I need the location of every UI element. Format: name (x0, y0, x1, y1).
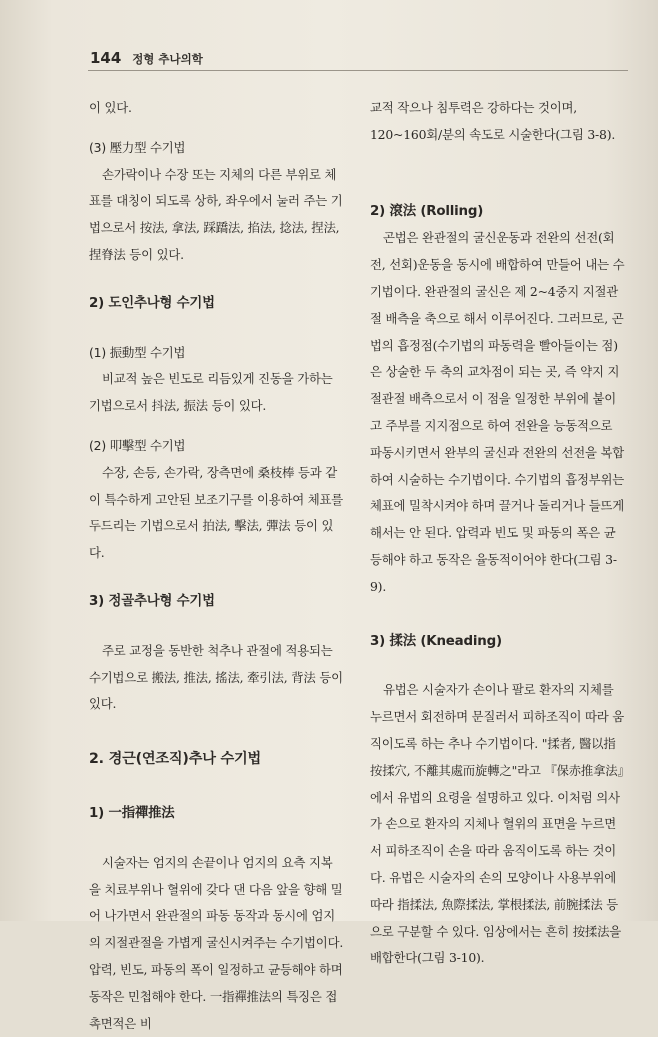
subsection-heading-vibration: (1) 振動型 수기법 (89, 344, 186, 360)
chapter-heading-gyeonggeun: 2. 경근(연조직)추나 수기법 (89, 751, 261, 768)
paragraph-ilji: 시술자는 엄지의 손끝이나 엄지의 요측 지복을 치료부위나 혈위에 갖다 댄 다음 앞을 향해 밀어 나가면서 완관절의 파동 동작과 동시에 엄지의 지절관절을 가볍게 굴신시켜주는 수기법이다. 압력, 빈도, 파동의 폭이 일정하고 균등해야 하며 동작은 민첩해야 한다. 一指禪推法의 특징은 접촉면적은 비 (89, 854, 344, 1031)
page-number: 144 (90, 49, 122, 67)
paragraph-vibration: 비교적 높은 빈도로 리듬있게 진동을 가하는 기법으로서 抖法, 振法 등이 있다. (89, 371, 333, 414)
paragraph-pressure: 손가락이나 수장 또는 지체의 다른 부위로 체표를 대칭이 되도록 상하, 좌우에서 눌러 주는 기법으로서 按法, 拿法, 踩蹻法, 掐法, 捻法, 捏法, 捏脊法 등이 있다. (89, 166, 343, 262)
paragraph-rolling: 곤법은 완관절의 굴신운동과 전완의 선전(회전, 선회)운동을 동시에 배합하여 만들어 내는 수기법이다. 완관절의 굴신은 제 2~4중지 지절관절 배측을 축으로 해서 이루어진다. 그러므로, 곤법의 흡정점(수기법의 파동력을 빨아들이는 점)은 상술한 두 축의 교차점이 되는 곳, 즉 약지 지절관절 배측으로서 이 점을 일정한 부위에 붙이고 주부를 지지점으로 하여 전완을 능동적으로 파동시키면서 완부의 굴신과 전완의 선전을 복합하여 시술하는 수기법이다. 수기법의 흡정부위는 체표에 밀착시켜야 하며 끌거나 돌리거나 들뜨게 해서는 안 된다. 압력과 빈도 및 파동의 폭은 균등해야 하고 동작은 율동적이어야 한다(그림 3-9). (370, 230, 625, 594)
left-column (89, 95, 344, 1037)
right-column (370, 95, 625, 972)
section-heading-doin: 2) 도인추나형 수기법 (89, 295, 215, 311)
section-heading-ilji: 1) 一指禪推法 (89, 805, 175, 821)
section-heading-kneading: 3) 揉法 (Kneading) (370, 633, 502, 649)
book-title: 정형 추나의학 (132, 52, 203, 66)
paragraph-jeonggol: 주로 교정을 동반한 척추나 관절에 적용되는 수기법으로 搬法, 推法, 搖法, 牽引法, 背法 등이 있다. (89, 642, 343, 712)
paragraph-percussion: 수장, 손등, 손가락, 장측면에 桑枝棒 등과 같이 특수하게 고안된 보조기구를 이용하여 체표를 두드리는 기법으로서 拍法, 擊法, 彈法 등이 있다. (89, 464, 344, 561)
section-heading-jeonggol: 3) 정골추나형 수기법 (89, 593, 215, 609)
subsection-heading-pressure: (3) 壓力型 수기법 (89, 139, 186, 155)
section-heading-rolling: 2) 滾法 (Rolling) (370, 203, 484, 219)
paragraph-kneading: 유법은 시술자가 손이나 팔로 환자의 지체를 누르면서 회전하며 문질러서 피하조직이 따라 움직이도록 하는 추나 수기법이다. "揉者, 醫以指按揉穴, 不離其處而旋轉之"라고 『保赤推拿法』에서 유법의 요령을 설명하고 있다. 이처럼 의사가 손으로 환자의 지체나 혈위의 표면을 누르면서 피하조직이 손을 따라 움직이도록 하는 것이다. 유법은 시술자의 손의 모양이나 사용부위에 따라 指揉法, 魚際揉法, 掌根揉法, 前腕揉法 등으로 구분할 수 있다. 임상에서는 흔히 按揉法을 배합한다(그림 3-10). (370, 682, 625, 966)
header-rule (88, 70, 628, 71)
paragraph-continuation: 이 있다. (89, 100, 132, 115)
paragraph-continuation-right: 교적 작으나 침투력은 강하다는 것이며, 120~160회/분의 속도로 시술한다(그림 3-8). (370, 100, 616, 142)
subsection-heading-percussion: (2) 叩擊型 수기법 (89, 437, 186, 453)
running-header (90, 49, 203, 67)
